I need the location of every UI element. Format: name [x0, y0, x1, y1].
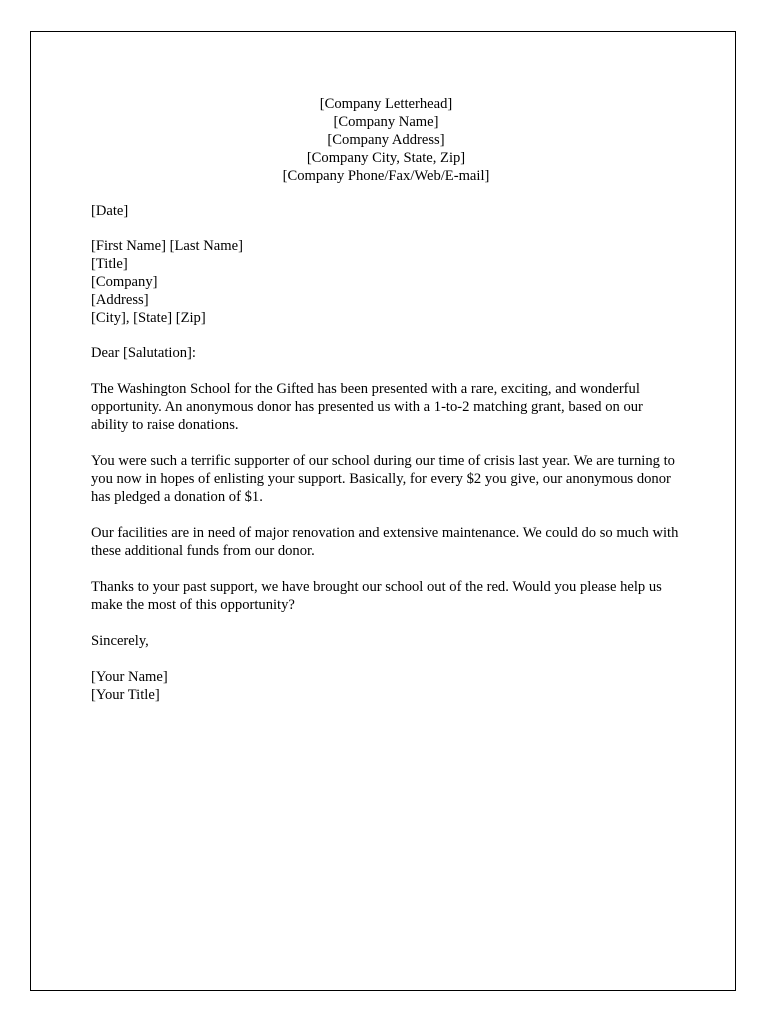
letterhead [91, 95, 681, 185]
body-paragraph-4: Thanks to your past support, we have brought our school out of the red. Would you please help us make the most of this opportunity? [91, 579, 662, 613]
recipient-name: [First Name] [Last Name] [91, 238, 243, 254]
letter-date: [Date] [91, 203, 129, 219]
recipient-company: [Company] [91, 274, 158, 290]
salutation: Dear [Salutation]: [91, 345, 196, 361]
document-page [30, 31, 736, 991]
signature-name: [Your Name] [91, 669, 168, 685]
recipient-block [91, 237, 681, 327]
recipient-address: [Address] [91, 292, 149, 308]
signature-block [91, 668, 681, 704]
body-paragraph-2: You were such a terrific supporter of our school during our time of crisis last year. We are turning to you now in hopes of enlisting your support. Basically, for every $2 you give, our anonymous donor has pledged a donation of $1. [91, 453, 675, 505]
recipient-title: [Title] [91, 256, 128, 272]
signature-title: [Your Title] [91, 687, 160, 703]
body-paragraph-1: The Washington School for the Gifted has been presented with a rare, exciting, and wonderful opportunity. An anonymous donor has presented us with a 1-to-2 matching grant, based on our ability to raise donations. [91, 381, 643, 433]
company-address: [Company Address] [327, 132, 445, 148]
letter-body [91, 95, 681, 704]
company-city-state-zip: [Company City, State, Zip] [306, 150, 466, 166]
letterhead-title: [Company Letterhead] [319, 96, 453, 112]
recipient-city-state-zip: [City], [State] [Zip] [91, 310, 206, 326]
closing: Sincerely, [91, 633, 149, 649]
body-paragraph-3: Our facilities are in need of major renovation and extensive maintenance. We could do so much with these additional funds from our donor. [91, 525, 679, 559]
company-name: [Company Name] [333, 114, 439, 130]
company-contact: [Company Phone/Fax/Web/E-mail] [282, 168, 490, 184]
